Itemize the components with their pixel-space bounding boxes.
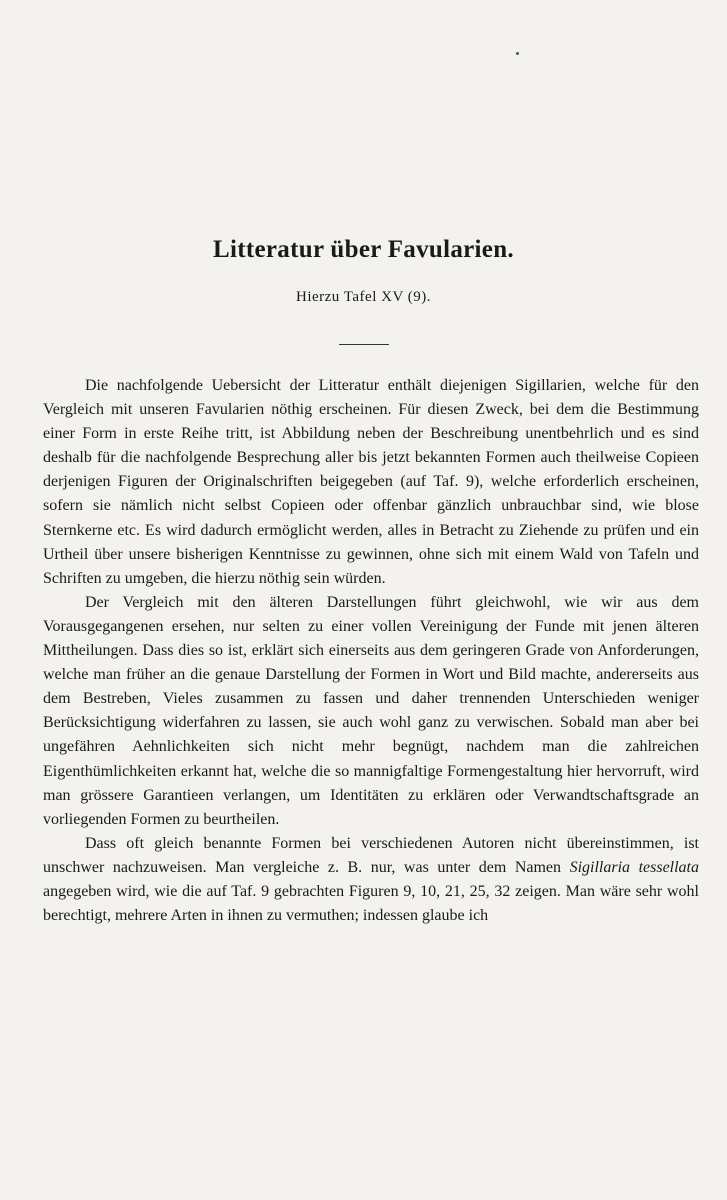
page-speck <box>516 52 519 55</box>
plate-reference: Hierzu Tafel XV (9). <box>295 289 432 305</box>
paragraph-3-start: Dass oft gleich benannte Formen bei verschiedenen Autoren nicht übereinstimmen, ist unschwer nachzuweisen. Man vergleiche z. B. nur, was unter dem Namen <box>43 834 699 876</box>
paragraph-2: Der Vergleich mit den älteren Darstellungen führt gleichwohl, wie wir aus dem Vorausgegangenen ersehen, nur selten zu einer vollen Vereinigung der Funde mit jenen älteren Mittheilungen. Dass dies so ist, erklärt sich einerseits aus dem geringeren Grade von Anforderungen, welche man früher an die genaue Darstellung der Formen in Wort und Bild machte, andererseits aus dem Bestreben, Vieles zusammen zu fassen und daher trennenden Unterschieden weniger Berücksichtigung widerfahren zu lassen, sie auch wohl ganz zu verwischen. Sobald man aber bei ungefähren Aehnlichkeiten sich nicht mehr begnügt, nachdem man die zahlreichen Eigenthümlichkeiten erkannt hat, welche die so mannigfaltige Formengestaltung hier hervorruft, wird man grössere Garantieen verlangen, um Identitäten zu erklären oder Verwandtschaftsgrade an vorliegenden Formen zu beurtheilen. <box>43 593 699 828</box>
paragraph-3-end: angegeben wird, wie die auf Taf. 9 gebrachten Figuren 9, 10, 21, 25, 32 zeigen. Man wäre sehr wohl berechtigt, mehrere Arten in ihnen zu vermuthen; indessen glaube ich <box>43 882 699 925</box>
species-name: Sigillaria tessellata <box>569 858 700 876</box>
paragraph-1: Die nachfolgende Uebersicht der Litteratur enthält diejenigen Sigillarien, welche für den Vergleich mit unseren Favularien nöthig erscheinen. Für diesen Zweck, bei dem die Bestimmung einer Form in erste Reihe tritt, ist Abbildung neben der Beschreibung unentbehrlich und es sind deshalb für die nachfolgende Besprechung aller bis jetzt bekannten Formen auch theilweise Copieen derjenigen Figuren der Originalschriften beigegeben (auf Taf. 9), welche erforderlich erscheinen, sofern sie nämlich nicht selbst Copieen oder offenbar gänzlich unbrauchbar sind, wie blose Sternkerne etc. Es wird dadurch ermöglicht werden, alles in Betracht zu Ziehende zu prüfen und ein Urtheil über unsere bisherigen Kenntnisse zu gewinnen, ohne sich mit einem Wald von Tafeln und Schriften zu umgeben, die hierzu nöthig sein würden. <box>43 377 699 587</box>
title-divider <box>339 344 389 345</box>
body-text <box>43 374 699 928</box>
paragraph-3 <box>43 832 699 928</box>
page-title: Litteratur über Favularien. <box>213 236 514 263</box>
